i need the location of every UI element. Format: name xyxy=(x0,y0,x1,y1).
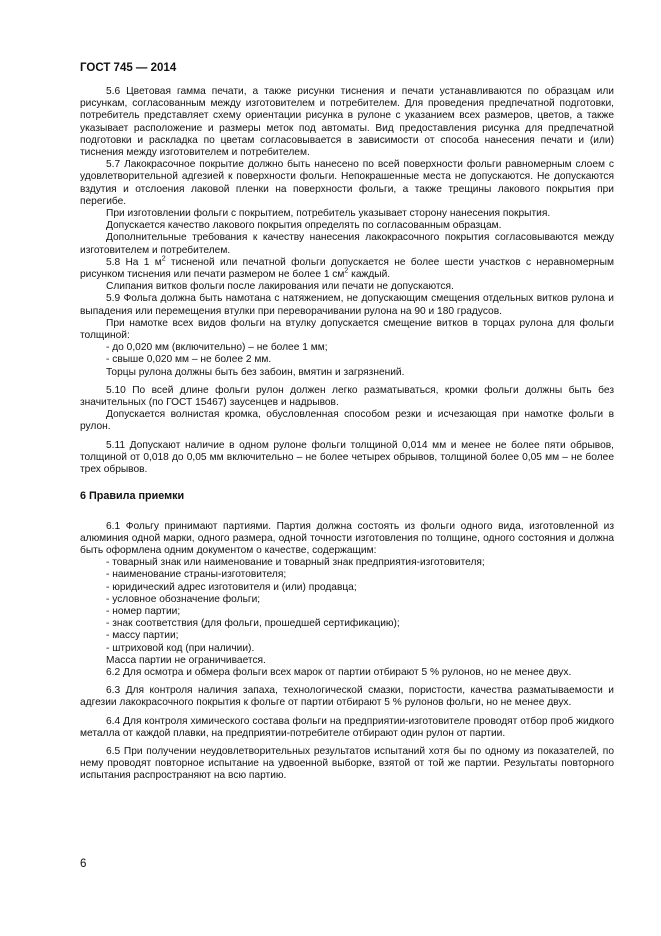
list-item: - до 0,020 мм (включительно) – не более 1 мм; xyxy=(106,342,328,354)
paragraph-6-2: 6.2 Для осмотра и обмера фольги всех марок от партии отбирают 5 % рулонов, но не менее двух. xyxy=(106,666,572,678)
list-item: - условное обозначение фольги; xyxy=(106,593,261,605)
list-item: - свыше 0,020 мм – не более 2 мм. xyxy=(106,354,272,366)
paragraph-5-9: 5.9 Фольга должна быть намотана с натяжением, не допускающим смещения отдельных витков рулона и выпадения или перемещения втулки при переворачивании рулона на 90 и 180 градусов. xyxy=(80,293,614,317)
page-number: 6 xyxy=(80,858,87,870)
paragraph-5-6: 5.6 Цветовая гамма печати, а также рисунки тиснения и печати устанавливаются по образцам или рисункам, согласованным между изготовителем и потребителем. Для проведения предпечатной подготовки, потребитель представляет схему ориентации рисунка в рулоне с указанием всех размеров, цветов, а также указывает расположение и размеры меток под автоматы. Вид предоставления рисунка для предпечатной подготовки и раскладка по цветам согласовывается в зависимости от способа нанесения печати и (или) тиснения между изготовителем и потребителем. xyxy=(80,86,614,159)
page-header: ГОСТ 745 — 2014 xyxy=(80,62,177,74)
paragraph-6-3: 6.3 Для контроля наличия запаха, технологической смазки, пористости, качества разматываемости и адгезии лакокрасочного покрытия к фольге от партии отбирают 5 % рулонов фольги, но не менее двух. xyxy=(80,685,614,709)
section-6-heading: 6 Правила приемки xyxy=(80,490,185,503)
list-item: - знак соответствия (для фольги, прошедшей сертификацию); xyxy=(106,618,400,630)
page-content xyxy=(80,86,614,783)
paragraph-5-7-quality: Допускается качество лакового покрытия определять по согласованным образцам. xyxy=(106,220,502,232)
paragraph-5-10: 5.10 По всей длине фольги рулон должен легко разматываться, кромки фольги должны быть без значительных (по ГОСТ 15467) заусенцев и надрывов. xyxy=(80,384,614,409)
paragraph-5-7: 5.7 Лакокрасочное покрытие должно быть нанесено по всей поверхности фольги равномерным слоем с удовлетворительной адгезией к поверхности фольги. Непокрашенные места не допускаются. Не допускаются вздутия и отслоения лаковой пленки на поверхности фольги, а также трещины лакового покрытия при перегибе. xyxy=(80,159,614,207)
paragraph-5-8 xyxy=(80,257,614,281)
paragraph-6-1-mass: Масса партии не ограничивается. xyxy=(106,654,266,666)
superscript-m2: 2 xyxy=(161,255,166,263)
paragraph-5-9-shift: При намотке всех видов фольги на втулку допускается смещение витков в торцах рулона для фольги толщиной: xyxy=(80,317,614,342)
list-item: - штриховой код (при наличии). xyxy=(106,642,255,654)
paragraph-5-11: 5.11 Допускают наличие в одном рулоне фольги толщиной 0,014 мм и менее не более пяти обрывов, толщиной от 0,018 до 0,05 мм включительно – не более четырех обрывов, толщиной более 0,05 мм – не более трех обрывов. xyxy=(80,439,614,476)
paragraph-5-8-part-b: тисненой или печатной фольги допускается не более шести участков с неравномерным рисунком тиснения или печати размером не более 1 см xyxy=(80,256,614,281)
list-item: - товарный знак или наименование и товарный знак предприятия-изготовителя; xyxy=(106,557,485,569)
paragraph-6-1: 6.1 Фольгу принимают партиями. Партия должна состоять из фольги одного вида, изготовленной из алюминия одной марки, одного размера, одной точности изготовления по толщине, одного состояния и должна быть оформлена одним документом о качестве, содержащим: xyxy=(80,520,614,556)
superscript-cm2: 2 xyxy=(344,267,349,275)
list-item: - номер партии; xyxy=(106,605,181,617)
list-item: - юридический адрес изготовителя и (или) продавца; xyxy=(106,581,357,593)
paragraph-5-10-wave: Допускается волнистая кромка, обусловленная способом резки и исчезающая при намотке фольги в рулон. xyxy=(80,409,614,433)
list-item: - наименование страны-изготовителя; xyxy=(106,569,287,581)
paragraph-5-8-stick: Слипания витков фольги после лакирования или печати не допускаются. xyxy=(106,281,454,293)
paragraph-5-8-part-c: каждый. xyxy=(348,269,391,281)
list-item: - массу партии; xyxy=(106,630,179,642)
paragraph-5-8-part-a: 5.8 На 1 м xyxy=(106,256,162,268)
paragraph-6-4: 6.4 Для контроля химического состава фольги на предприятии-изготовителе проводят отбор проб жидкого металла от каждой плавки, на предприятии-потребителе отбирают один рулон от партии. xyxy=(80,715,614,739)
paragraph-6-5: 6.5 При получении неудовлетворительных результатов испытаний хотя бы по одному из показателей, по нему проводят повторное испытание на удвоенной выборке, взятой от той же партии. Результаты повторного испытания распространяют на всю партию. xyxy=(80,745,614,782)
paragraph-5-9-ends: Торцы рулона должны быть без забоин, вмятин и загрязнений. xyxy=(106,366,405,378)
paragraph-5-7-side: При изготовлении фольги с покрытием, потребитель указывает сторону нанесения покрытия. xyxy=(106,208,551,220)
paragraph-5-7-extra: Дополнительные требования к качеству нанесения лакокрасочного покрытия согласовываются между изготовителем и потребителем. xyxy=(80,232,614,256)
